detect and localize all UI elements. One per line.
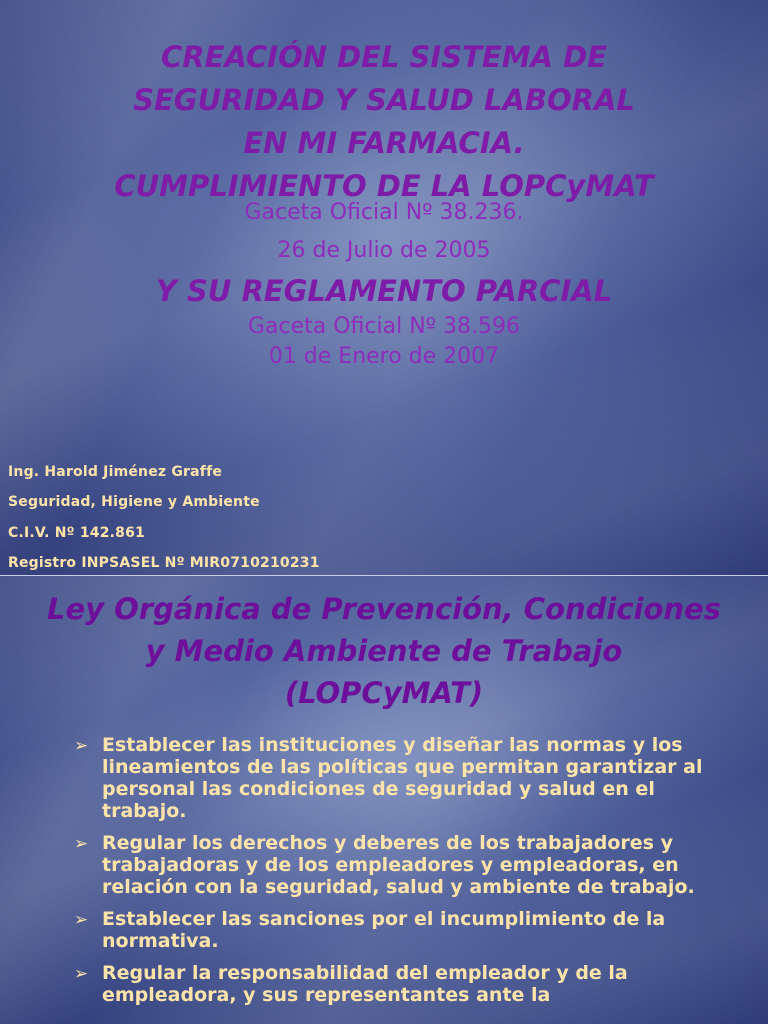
list-item-text: Establecer las instituciones y diseñar las normas y los lineamientos de las políticas que permitan garantizar al personal las condiciones de seguridad y salud en el trabajo. [102,734,703,822]
arrow-right-icon: ➢ [74,834,89,854]
list-item [74,734,734,822]
gaceta-2: Gaceta Oficial Nº 38.596 [247,314,521,339]
date-2: 01 de Enero de 2007 [268,344,500,369]
list-item-text: Regular la responsabilidad del empleador y de la empleadora, y sus representantes ante la [102,962,628,1006]
reglamento-subtitle: Y SU REGLAMENTO PARCIAL [155,274,613,308]
law-title-line-3: (LOPCyMAT) [284,676,484,710]
list-item-text: Establecer las sanciones por el incumplimiento de la normativa. [102,908,666,952]
author-registro: Registro INPSASEL Nº MIR0710210231 [8,555,320,571]
list-item [74,908,734,952]
main-title-line-2: SEGURIDAD Y SALUD LABORAL [133,83,635,117]
date-1: 26 de Julio de 2005 [277,238,491,263]
arrow-right-icon: ➢ [74,964,89,984]
main-title [0,36,768,208]
author-name: Ing. Harold Jiménez Graffe [8,464,223,480]
main-title-line-1: CREACIÓN DEL SISTEMA DE [161,40,607,74]
list-item-text: Regular los derechos y deberes de los trabajadores y trabajadoras y de los empleadores y empleadoras, en relación con la seguridad, salud y ambiente de trabajo. [102,832,695,898]
main-title-line-3: EN MI FARMACIA. [243,126,525,160]
author-civ: C.I.V. Nº 142.861 [8,525,145,541]
law-title-line-1: Ley Orgánica de Prevención, Condiciones [47,592,721,626]
main-title-line-4: CUMPLIMIENTO DE LA LOPCyMAT [114,169,654,203]
law-title [0,588,768,714]
arrow-right-icon: ➢ [74,910,89,930]
arrow-right-icon: ➢ [74,736,89,756]
objectives-list [74,734,734,1016]
law-title-line-2: y Medio Ambiente de Trabajo [145,634,623,668]
gaceta-1: Gaceta Oficial Nº 38.236. [244,200,524,225]
list-item [74,962,734,1006]
content-slide [0,576,768,1024]
list-item [74,832,734,898]
author-role: Seguridad, Higiene y Ambiente [8,494,260,510]
